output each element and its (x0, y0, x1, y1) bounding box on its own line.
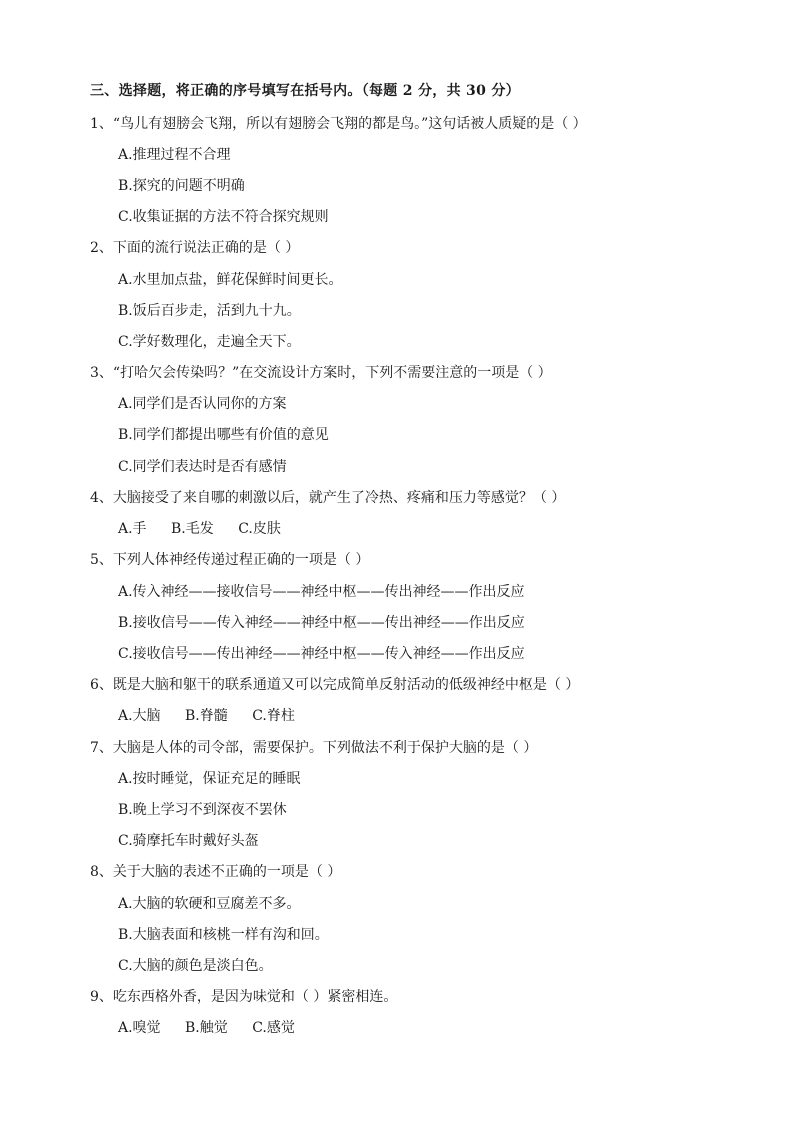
question-stem-6: 6、既是大脑和躯干的联系通道又可以完成简单反射活动的低级神经中枢是（ ） (90, 677, 580, 693)
question-2-option-c: C.学好数理化，走遍全天下。 (118, 334, 301, 350)
section-heading: 三、选择题，将正确的序号填写在括号内。（每题 2 分，共 30 分） (90, 83, 520, 99)
question-4-option-a: A.手 (118, 521, 147, 537)
question-stem-3: 3、“打哈欠会传染吗？”在交流设计方案时，下列不需要注意的一项是（ ） (90, 365, 552, 381)
question-stem-4: 4、大脑接受了来自哪的刺激以后，就产生了冷热、疼痛和压力等感觉？（ ） (90, 490, 566, 506)
question-8-option-a: A.大脑的软硬和豆腐差不多。 (118, 896, 301, 912)
question-5-option-c: C.接收信号——传出神经——神经中枢——传入神经——作出反应 (118, 646, 525, 662)
question-3-option-c: C.同学们表达时是否有感情 (118, 459, 287, 475)
question-9-options (118, 1019, 315, 1037)
question-8-option-b: B.大脑表面和核桃一样有沟和回。 (118, 927, 329, 943)
question-4-options (118, 520, 301, 538)
question-stem-1: 1、“鸟儿有翅膀会飞翔，所以有翅膀会飞翔的都是鸟。”这句话被人质疑的是（ ） (90, 116, 587, 132)
question-6-option-b: B.脊髓 (185, 708, 228, 724)
question-stem-2: 2、下面的流行说法正确的是（ ） (90, 240, 300, 256)
question-6-options (118, 707, 315, 725)
question-2-option-b: B.饭后百步走，活到九十九。 (118, 303, 301, 319)
question-6-option-a: A.大脑 (118, 708, 161, 724)
question-9-option-b: B.触觉 (185, 1020, 228, 1036)
question-3-option-a: A.同学们是否认同你的方案 (118, 396, 287, 412)
question-3-option-b: B.同学们都提出哪些有价值的意见 (118, 427, 329, 443)
question-stem-7: 7、大脑是人体的司令部，需要保护。下列做法不利于保护大脑的是（ ） (90, 740, 538, 756)
question-stem-8: 8、关于大脑的表述不正确的一项是（ ） (90, 864, 342, 880)
question-5-option-b: B.接收信号——传入神经——神经中枢——传出神经——作出反应 (118, 615, 525, 631)
question-9-option-c: C.感觉 (252, 1020, 295, 1036)
question-4-option-c: C.皮肤 (238, 521, 281, 537)
question-1-option-a: A.推理过程不合理 (118, 147, 231, 163)
question-5-option-a: A.传入神经——接收信号——神经中枢——传出神经——作出反应 (118, 584, 525, 600)
question-2-option-a: A.水里加点盐，鲜花保鲜时间更长。 (118, 272, 343, 288)
question-7-option-c: C.骑摩托车时戴好头盔 (118, 833, 259, 849)
question-8-option-c: C.大脑的颜色是淡白色。 (118, 958, 273, 974)
question-4-option-b: B.毛发 (171, 521, 214, 537)
question-stem-9: 9、吃东西格外香，是因为味觉和（ ）紧密相连。 (90, 989, 398, 1005)
question-1-option-b: B.探究的问题不明确 (118, 178, 245, 194)
question-7-option-a: A.按时睡觉，保证充足的睡眠 (118, 771, 301, 787)
question-6-option-c: C.脊柱 (252, 708, 295, 724)
question-9-option-a: A.嗅觉 (118, 1020, 161, 1036)
question-7-option-b: B.晚上学习不到深夜不罢休 (118, 802, 287, 818)
question-1-option-c: C.收集证据的方法不符合探究规则 (118, 209, 329, 225)
question-stem-5: 5、下列人体神经传递过程正确的一项是（ ） (90, 552, 370, 568)
